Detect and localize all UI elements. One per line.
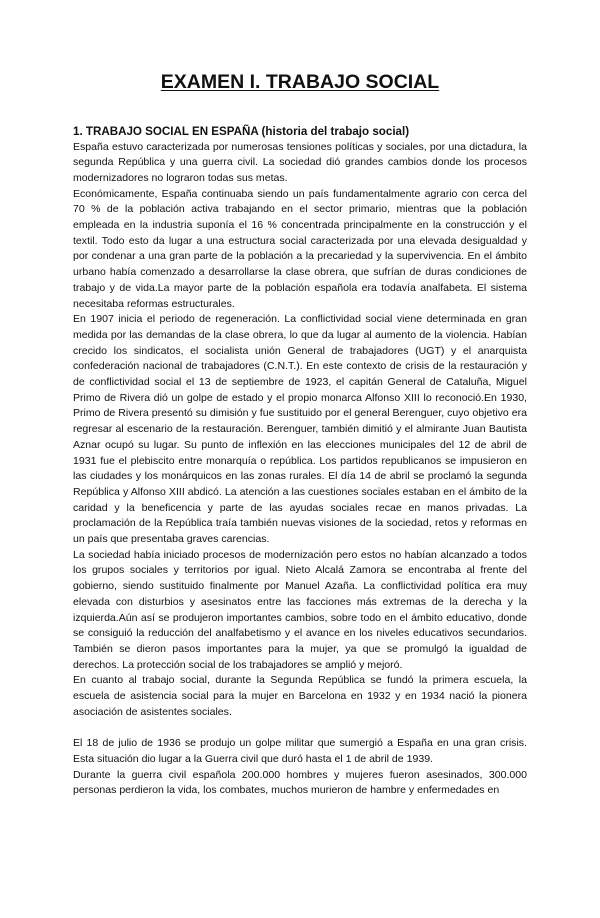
paragraph-civil-war: Durante la guerra civil española 200.000 hombres y mujeres fueron asesinados, 300.000 personas perdieron la vida, los combates, muchos murieron de hambre y enfermedades en bbox=[73, 768, 527, 797]
document-page bbox=[0, 70, 600, 918]
paragraph-intro: España estuvo caracterizada por numerosas tensiones políticas y sociales, por una dictadura, la segunda República y una guerra civil. La sociedad dió grandes cambios donde los procesos modernizadores no lograron todas sus metas. bbox=[73, 140, 527, 184]
paragraph-coup: El 18 de julio de 1936 se produjo un golpe militar que sumergió a España en una gran crisis. Esta situación dio lugar a la Guerra civil que duró hasta el 1 de abril de 1939. bbox=[73, 737, 527, 765]
section-heading: 1. TRABAJO SOCIAL EN ESPAÑA (historia del trabajo social) bbox=[73, 125, 410, 138]
paragraph-regeneration: En 1907 inicia el periodo de regeneración. La conflictividad social viene determinada en gran medida por las demandas de la clase obrera, lo que da lugar al aumento de la violencia. Habían crecido los sindicatos, el socialista unión General de trabajadores (UGT) y el anarquista confederación nacional de trabajadores (C.N.T.). En este contexto de crisis de la restauración y de conflictividad social el 13 de septiembre de 1923, el capitán General de Cataluña, Miguel Primo de Rivera dió un golpe de estado y el propio monarca Alfonso XIII lo reconoció.En 1930, Primo de Rivera presentó su dimisión y fue sustituido por el general Berenguer, cuyo objetivo era regresar al escenario de la restauración. Berenguer, también dimitió y el almirante Juan Bautista Aznar ocupó su lugar. Su punto de inflexión en las elecciones municipales del 12 de abril de 1931 fue el plebiscito entre monarquía o república. Los partidos republicanos se impusieron en las ciudades y los monárquicos en las zonas rurales. El día 14 de abril se proclamó la segunda República y Alfonso XIII abdicó. La atención a las cuestiones sociales estaban en el ámbito de la caridad y la beneficencia y parte de las ayudas sociales recae en manos privadas. La proclamación de la República traía también nuevas visiones de la sociedad, retos y reformas en un país que presentaba graves carencias. bbox=[73, 313, 527, 546]
paragraph-modernization: La sociedad había iniciado procesos de modernización pero estos no habían alcanzado a todos los grupos sociales y territorios por igual. Nieto Alcalá Zamora se encontraba al frente del gobierno, siendo sustituido finalmente por Manuel Azaña. La conflictividad política era muy elevada con disturbios y asesinatos entre las facciones más extremas de la derecha y la izquierda.Aún así se produjeron importantes cambios, sobre todo en el ámbito educativo, donde se consiguió la reducción del analfabetismo y el avance en los niveles educativos secundarios. También se dieron pasos importantes para la mujer, ya que se promulgó la igualdad de derechos. La protección social de los trabajadores se amplió y mejoró. bbox=[73, 548, 527, 671]
paragraph-social-work: En cuanto al trabajo social, durante la Segunda República se fundó la primera escuela, la escuela de asistencia social para la mujer en Barcelona en 1932 y en 1934 nació la pionera asociación de asistentes sociales. bbox=[73, 674, 527, 718]
document-title: EXAMEN I. TRABAJO SOCIAL bbox=[160, 71, 440, 93]
paragraph-economy: Económicamente, España continuaba siendo un país fundamentalmente agrario con cerca del 70 % de la población activa trabajando en el sector primario, mientras que la población empleada en la industria suponía el 16 % concentrada principalmente en la construcción y el textil. Todo esto da lugar a una estructura social caracterizada por una elevada desigualdad y por condenar a una gran parte de la población a la precariedad y la supervivencia. En el ámbito urbano había comenzado a desarrollarse la clase obrera, que sufrían de duras condiciones de trabajo y de vida.La mayor parte de la población española era todavía analfabeta. El sistema necesitaba reformas estructurales. bbox=[73, 187, 527, 310]
